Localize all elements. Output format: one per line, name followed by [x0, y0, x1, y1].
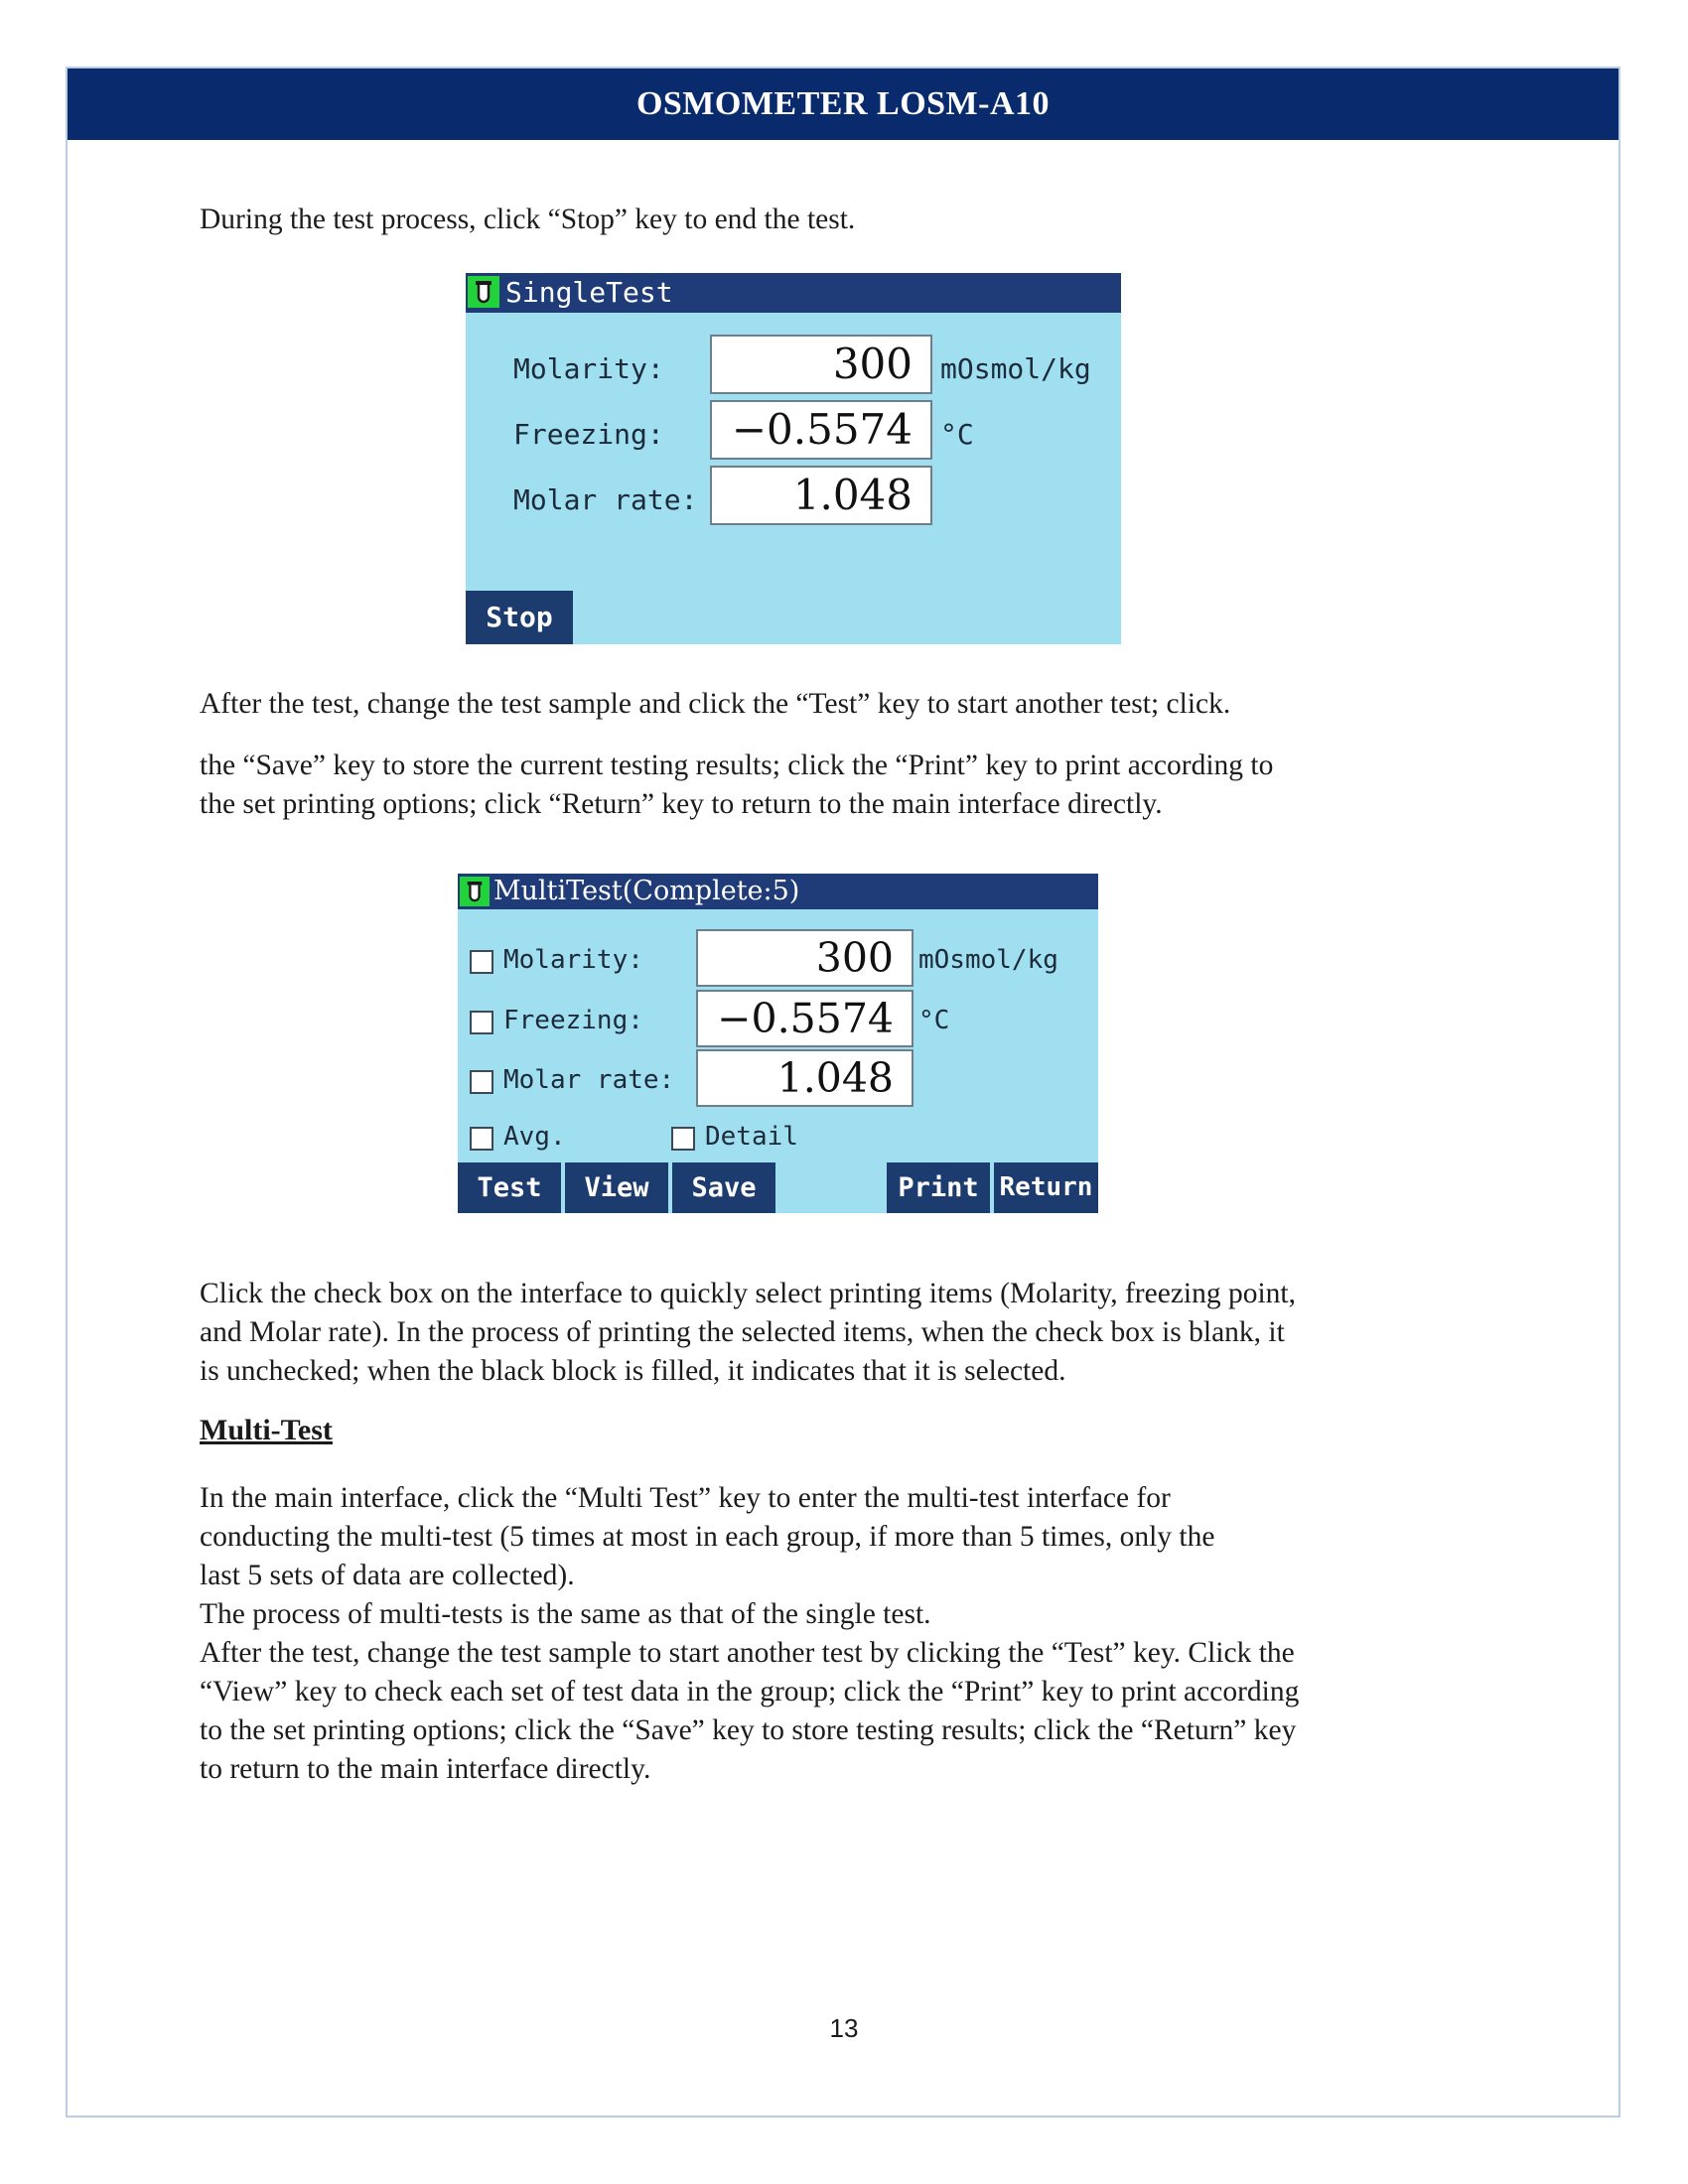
paragraph-multi-line3: last 5 sets of data are collected). [200, 1560, 575, 1591]
page-number: 13 [829, 2013, 859, 2043]
test-button[interactable]: Test [458, 1162, 561, 1213]
paragraph-multi-line2: conducting the multi-test (5 times at most in each group, if more than 5 times, only the [200, 1521, 1215, 1553]
paragraph-stop: During the test process, click “Stop” key to end the test. [200, 204, 856, 235]
paragraph-checkbox-line2: and Molar rate). In the process of printing the selected items, when the check box is blank, it [200, 1316, 1285, 1348]
avg-label: Avg. [503, 1122, 566, 1152]
molarity-value-field: 300 [710, 335, 932, 394]
paragraph-multi-line7: to the set printing options; click the “Save” key to store testing results; click the “Return” key [200, 1714, 1297, 1746]
paragraph-after-test: After the test, change the test sample and click the “Test” key to start another test; click. [200, 688, 1231, 720]
multi-test-titlebar [458, 874, 1098, 909]
paragraph-save-print-line1: the “Save” key to store the current testing results; click the “Print” key to print according to [200, 750, 1274, 781]
molarity-checkbox[interactable] [470, 950, 493, 974]
molar-rate-value-field: 1.048 [710, 466, 932, 525]
molar-rate-value-field: 1.048 [696, 1049, 914, 1107]
molar-rate-label: Molar rate: [513, 483, 698, 516]
paragraph-multi-line4: The process of multi-tests is the same as that of the single test. [200, 1598, 931, 1630]
molar-rate-label: Molar rate: [503, 1065, 675, 1095]
single-test-titlebar [466, 273, 1121, 313]
multi-test-heading: Multi-Test [200, 1414, 333, 1446]
stop-button[interactable]: Stop [466, 591, 573, 644]
page-header-title: OSMOMETER LOSM-A10 [68, 68, 1618, 140]
paragraph-checkbox-line1: Click the check box on the interface to quickly select printing items (Molarity, freezing point, [200, 1278, 1297, 1309]
test-tube-icon [468, 276, 499, 308]
return-button[interactable]: Return [994, 1162, 1098, 1213]
molarity-unit: mOsmol/kg [918, 945, 1058, 975]
single-test-screen [466, 273, 1121, 644]
freezing-label: Freezing: [513, 418, 664, 451]
freezing-unit: °C [940, 418, 974, 451]
paragraph-multi-line6: “View” key to check each set of test data in the group; click the “Print” key to print according [200, 1676, 1300, 1707]
view-button[interactable]: View [565, 1162, 668, 1213]
molarity-label: Molarity: [503, 945, 643, 975]
molarity-label: Molarity: [513, 352, 664, 385]
paragraph-multi-line1: In the main interface, click the “Multi Test” key to enter the multi-test interface for [200, 1482, 1171, 1514]
multi-test-title: MultiTest(Complete:5) [493, 876, 800, 906]
paragraph-multi-line5: After the test, change the test sample to start another test by clicking the “Test” key. Click the [200, 1637, 1295, 1669]
molarity-value-field: 300 [696, 929, 914, 987]
freezing-label: Freezing: [503, 1006, 643, 1035]
detail-label: Detail [705, 1122, 798, 1152]
avg-checkbox[interactable] [470, 1127, 493, 1151]
freezing-checkbox[interactable] [470, 1011, 493, 1034]
single-test-title: SingleTest [505, 276, 673, 309]
save-button[interactable]: Save [672, 1162, 775, 1213]
paragraph-checkbox-line3: is unchecked; when the black block is filled, it indicates that it is selected. [200, 1355, 1066, 1387]
molarity-unit: mOsmol/kg [940, 352, 1091, 385]
paragraph-multi-line8: to return to the main interface directly. [200, 1753, 651, 1785]
print-button[interactable]: Print [887, 1162, 990, 1213]
molar-rate-checkbox[interactable] [470, 1070, 493, 1094]
freezing-value-field: −0.5574 [710, 400, 932, 460]
freezing-unit: °C [918, 1006, 950, 1035]
freezing-value-field: −0.5574 [696, 990, 914, 1047]
paragraph-save-print-line2: the set printing options; click “Return” key to return to the main interface directly. [200, 788, 1163, 820]
multi-test-screen [458, 874, 1098, 1213]
detail-checkbox[interactable] [671, 1127, 695, 1151]
test-tube-icon [460, 877, 490, 906]
